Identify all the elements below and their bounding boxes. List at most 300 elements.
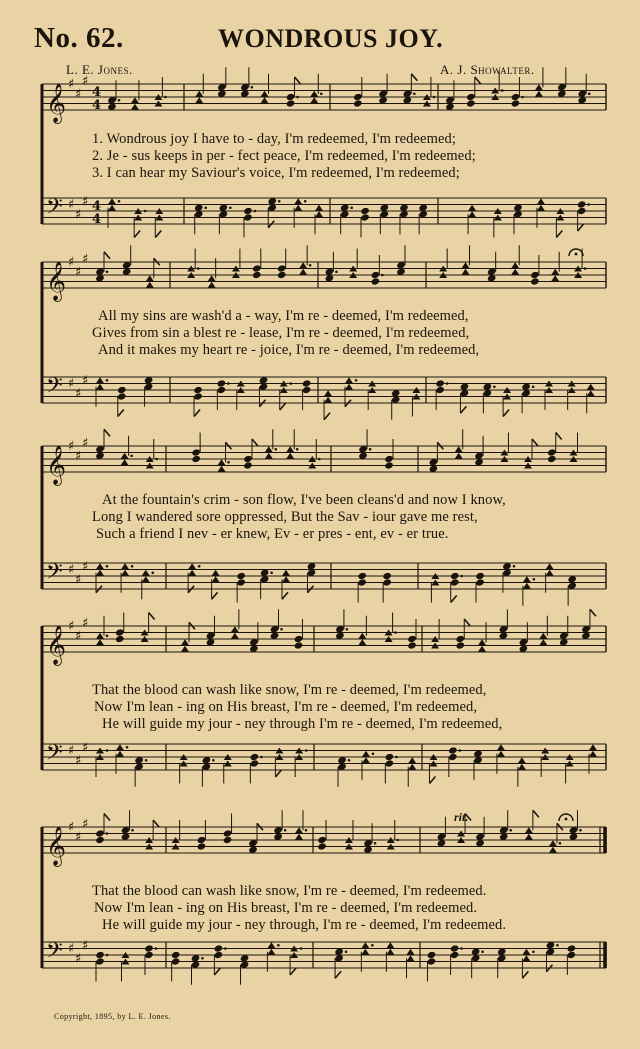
lyric-line: That the blood can wash like snow, I'm re - deemed, I'm redeemed, xyxy=(92,682,487,698)
note-dot xyxy=(296,96,299,99)
note-dot xyxy=(413,92,416,95)
note-head xyxy=(497,751,505,757)
note-head xyxy=(181,646,189,652)
time-signature: 4 xyxy=(92,85,102,100)
note-head xyxy=(195,97,203,103)
note-head xyxy=(525,827,533,833)
note-dot xyxy=(395,756,398,759)
note-dot xyxy=(318,458,321,461)
note-dot xyxy=(106,749,109,752)
note-head xyxy=(121,453,129,459)
note-head xyxy=(96,570,104,576)
note-head xyxy=(385,753,395,761)
note-head xyxy=(511,99,521,107)
note-head xyxy=(218,459,226,465)
lyric-line: 2. Je - sus keeps in per - fect peace, I'm redeemed, I'm redeemed; xyxy=(92,148,476,164)
note-head xyxy=(243,461,253,469)
note-dot xyxy=(296,448,299,451)
note-flag xyxy=(290,968,296,975)
note-head xyxy=(208,275,216,281)
sharp-icon: ♯ xyxy=(75,628,82,644)
note-dot xyxy=(300,947,303,950)
note-head xyxy=(324,397,332,403)
note-head xyxy=(535,91,543,97)
note-head xyxy=(295,834,303,840)
treble-clef-icon: 𝄞 xyxy=(46,83,67,123)
lyric-line: At the fountain's crim - son flow, I've been cleans'd and now I know, xyxy=(102,492,506,508)
note-head xyxy=(518,764,526,770)
note-head xyxy=(475,578,485,586)
note-head xyxy=(535,84,543,90)
note-head xyxy=(371,277,381,285)
note-head xyxy=(231,626,239,632)
note-head xyxy=(455,453,463,459)
note-head xyxy=(407,641,417,649)
note-head xyxy=(345,377,353,383)
note-head xyxy=(385,759,395,767)
lyric-line: Now I'm lean - ing on His breast, I'm re - deemed, I'm redeemed. xyxy=(94,900,478,916)
bass-clef-icon: 𝄢 xyxy=(46,194,63,225)
note-flag xyxy=(475,77,481,84)
note-head xyxy=(587,384,595,390)
sharp-icon: ♯ xyxy=(68,255,75,270)
note-head xyxy=(286,93,296,101)
time-signature: 4 xyxy=(92,98,102,113)
note-head xyxy=(357,572,367,580)
note-head xyxy=(243,207,253,215)
note-head xyxy=(523,583,531,589)
note-head xyxy=(217,386,227,394)
sharp-icon: ♯ xyxy=(75,86,82,102)
note-head xyxy=(317,836,327,844)
note-head xyxy=(547,455,557,463)
note-dot xyxy=(587,203,590,206)
time-signature: 4 xyxy=(92,199,102,214)
note-dot xyxy=(212,759,215,762)
sharp-icon: ♯ xyxy=(82,373,89,389)
sharp-icon: ♯ xyxy=(75,829,82,845)
note-head xyxy=(223,829,233,837)
note-dot xyxy=(394,631,397,634)
sharp-icon: ♯ xyxy=(82,938,89,954)
note-flag xyxy=(556,433,562,440)
note-head xyxy=(357,578,367,586)
note-dot xyxy=(106,270,109,273)
note-flag xyxy=(335,971,341,978)
note-head xyxy=(450,944,460,952)
note-dot xyxy=(355,379,358,382)
note-head xyxy=(353,93,363,101)
note-head xyxy=(299,262,307,268)
note-head xyxy=(551,269,559,275)
note-head xyxy=(295,827,303,833)
note-head xyxy=(299,269,307,275)
note-head xyxy=(549,840,557,846)
note-head xyxy=(546,563,554,569)
note-flag xyxy=(324,413,330,420)
note-head xyxy=(146,275,154,281)
note-dot xyxy=(309,264,312,267)
note-head xyxy=(358,639,366,645)
note-head xyxy=(546,570,554,576)
note-head xyxy=(250,759,260,767)
note-head xyxy=(450,951,460,959)
sharp-icon: ♯ xyxy=(75,386,82,402)
note-head xyxy=(360,207,370,215)
note-head xyxy=(361,942,369,948)
note-flag xyxy=(451,596,457,603)
note-head xyxy=(193,392,203,400)
ritardando-mark: rit. xyxy=(454,810,469,824)
note-head xyxy=(408,757,416,763)
note-head xyxy=(382,572,392,580)
note-dot xyxy=(227,382,230,385)
lyricist-credit: L. E. Jones. xyxy=(66,62,133,77)
note-head xyxy=(589,751,597,757)
note-flag xyxy=(214,968,220,975)
note-dot xyxy=(481,950,484,953)
note-head xyxy=(108,198,116,204)
note-head xyxy=(478,646,486,652)
note-head xyxy=(212,576,220,582)
note-head xyxy=(95,829,105,837)
note-dot xyxy=(335,270,338,273)
note-head xyxy=(181,639,189,645)
note-head xyxy=(427,957,437,965)
note-dot xyxy=(229,206,232,209)
note-head xyxy=(362,757,370,763)
note-dot xyxy=(130,454,133,457)
note-dot xyxy=(381,274,384,277)
note-head xyxy=(131,104,139,110)
note-dot xyxy=(556,944,559,947)
note-head xyxy=(252,264,262,272)
note-head xyxy=(95,957,105,965)
note-dot xyxy=(198,565,201,568)
note-head xyxy=(384,461,394,469)
note-dot xyxy=(369,448,372,451)
note-dot xyxy=(201,957,204,960)
note-head xyxy=(121,570,129,576)
note-head xyxy=(427,951,437,959)
sharp-icon: ♯ xyxy=(82,435,89,451)
note-dot xyxy=(374,842,377,845)
note-head xyxy=(195,91,203,97)
note-head xyxy=(286,99,296,107)
note-head xyxy=(384,455,394,463)
note-flag xyxy=(556,231,562,238)
note-head xyxy=(511,262,519,268)
note-dot xyxy=(460,575,463,578)
note-head xyxy=(231,633,239,639)
note-flag xyxy=(282,592,288,599)
note-dot xyxy=(320,92,323,95)
note-head xyxy=(462,262,470,268)
note-dot xyxy=(155,947,158,950)
note-head xyxy=(294,641,304,649)
note-dot xyxy=(227,461,230,464)
treble-clef-icon: 𝄞 xyxy=(46,826,67,866)
note-head xyxy=(144,951,154,959)
sharp-icon: ♯ xyxy=(82,559,89,575)
note-dot xyxy=(145,759,148,762)
note-dot xyxy=(460,947,463,950)
note-head xyxy=(171,957,181,965)
note-head xyxy=(197,842,207,850)
note-head xyxy=(188,570,196,576)
note-head xyxy=(261,91,269,97)
note-dot xyxy=(579,829,582,832)
note-head xyxy=(117,392,127,400)
note-head xyxy=(277,264,287,272)
note-head xyxy=(116,751,124,757)
copyright-notice: Copyright, 1895, by L. E. Jones. xyxy=(54,1012,171,1021)
note-head xyxy=(191,455,201,463)
lyric-line: He will guide my jour - ney through I'm re - deemed, I'm redeemed, xyxy=(102,716,503,732)
note-head xyxy=(282,576,290,582)
note-head xyxy=(547,448,557,456)
note-head xyxy=(577,207,587,215)
note-head xyxy=(116,744,124,750)
note-head xyxy=(408,764,416,770)
note-head xyxy=(468,211,476,217)
bass-clef-icon: 𝄢 xyxy=(46,559,63,590)
note-dot xyxy=(532,950,535,953)
note-head xyxy=(371,271,381,279)
note-head xyxy=(522,949,530,955)
note-flag xyxy=(503,410,509,417)
lyric-line: That the blood can wash like snow, I'm re - deemed, I'm redeemed. xyxy=(92,883,487,899)
sharp-icon: ♯ xyxy=(75,264,82,280)
note-head xyxy=(142,570,150,576)
note-dot xyxy=(533,578,536,581)
note-dot xyxy=(278,200,281,203)
treble-clef-icon: 𝄞 xyxy=(46,261,67,301)
note-head xyxy=(261,97,269,103)
note-flag xyxy=(212,592,218,599)
note-head xyxy=(518,757,526,763)
note-head xyxy=(236,572,246,580)
note-head xyxy=(466,93,476,101)
note-head xyxy=(567,944,577,952)
note-head xyxy=(511,93,521,101)
note-head xyxy=(539,639,547,645)
note-head xyxy=(448,746,458,754)
note-dot xyxy=(289,382,292,385)
note-head xyxy=(96,377,104,383)
note-dot xyxy=(513,565,516,568)
composer-credit: A. J. Showalter. xyxy=(440,62,535,77)
note-flag xyxy=(104,429,110,436)
sharp-icon: ♯ xyxy=(68,562,75,578)
note-head xyxy=(448,753,458,761)
sharp-icon: ♯ xyxy=(82,251,89,267)
note-head xyxy=(587,390,595,396)
note-head xyxy=(450,578,460,586)
sharp-icon: ♯ xyxy=(68,439,75,454)
note-head xyxy=(302,379,312,387)
note-dot xyxy=(521,96,524,99)
note-dot xyxy=(584,267,587,270)
note-head xyxy=(131,97,139,103)
note-flag xyxy=(155,231,161,238)
note-flag xyxy=(118,410,124,417)
note-dot xyxy=(155,458,158,461)
note-dot xyxy=(588,92,591,95)
sharp-icon: ♯ xyxy=(68,743,75,759)
note-head xyxy=(537,205,545,211)
note-head xyxy=(208,282,216,288)
note-head xyxy=(96,639,104,645)
note-head xyxy=(407,635,417,643)
sharp-icon: ♯ xyxy=(75,951,82,967)
note-dot xyxy=(501,89,504,92)
note-dot xyxy=(277,944,280,947)
note-flag xyxy=(522,971,528,978)
sharp-icon: ♯ xyxy=(68,941,75,957)
note-head xyxy=(265,446,273,452)
note-dot xyxy=(260,756,263,759)
note-dot xyxy=(396,839,399,842)
note-head xyxy=(475,572,485,580)
note-head xyxy=(121,563,129,569)
note-head xyxy=(450,572,460,580)
note-head xyxy=(577,200,587,208)
note-head xyxy=(294,635,304,643)
note-dot xyxy=(446,382,449,385)
lyric-line: Long I wandered sore oppressed, But the Sav - iour gave me rest, xyxy=(92,509,478,525)
note-head xyxy=(250,753,260,761)
lyric-line: He will guide my jour - ney through, I'm re - deemed, I'm redeemed. xyxy=(102,917,507,933)
note-flag xyxy=(194,410,200,417)
note-head xyxy=(218,466,226,472)
note-dot xyxy=(144,210,147,213)
note-dot xyxy=(346,628,349,631)
fermata-icon xyxy=(575,253,578,256)
note-dot xyxy=(106,565,109,568)
note-head xyxy=(537,198,545,204)
note-head xyxy=(435,386,445,394)
sharp-icon: ♯ xyxy=(82,816,89,832)
note-dot xyxy=(280,628,283,631)
note-head xyxy=(277,271,287,279)
lyric-line: Such a friend I nev - er knew, Ev - er pres - ent, ev - er true. xyxy=(96,526,449,542)
note-head xyxy=(315,211,323,217)
sharp-icon: ♯ xyxy=(82,73,89,89)
lyric-line: 3. I can hear my Saviour's voice, I'm redeemed, I'm redeemed; xyxy=(92,165,460,181)
sharp-icon: ♯ xyxy=(75,572,82,588)
note-head xyxy=(530,271,540,279)
note-flag xyxy=(464,619,470,626)
note-flag xyxy=(134,231,140,238)
note-dot xyxy=(204,206,207,209)
note-dot xyxy=(126,746,129,749)
note-head xyxy=(407,949,415,955)
note-head xyxy=(345,384,353,390)
note-head xyxy=(362,751,370,757)
note-head xyxy=(497,744,505,750)
bass-clef-icon: 𝄢 xyxy=(46,938,63,969)
note-head xyxy=(95,951,105,959)
note-head xyxy=(142,576,150,582)
note-head xyxy=(121,459,129,465)
note-dot xyxy=(532,385,535,388)
note-head xyxy=(466,99,476,107)
sharp-icon: ♯ xyxy=(68,619,75,634)
note-head xyxy=(360,213,370,221)
sharp-icon: ♯ xyxy=(68,197,75,213)
note-flag xyxy=(104,252,110,259)
note-head xyxy=(455,635,465,643)
lyric-line: Now I'm lean - ing on His breast, I'm re - deemed, I'm redeemed, xyxy=(94,699,478,715)
lyric-line: All my sins are wash'd a - way, I'm re - deemed, I'm redeemed, xyxy=(98,308,469,324)
note-dot xyxy=(106,379,109,382)
sharp-icon: ♯ xyxy=(82,740,89,756)
note-flag xyxy=(252,439,258,446)
note-dot xyxy=(251,86,254,89)
note-head xyxy=(115,635,125,643)
note-head xyxy=(522,955,530,961)
note-dot xyxy=(305,749,308,752)
fermata-icon xyxy=(565,818,568,821)
note-head xyxy=(286,446,294,452)
bass-clef-icon: 𝄢 xyxy=(46,740,63,771)
note-dot xyxy=(509,829,512,832)
note-head xyxy=(95,836,105,844)
note-dot xyxy=(106,832,109,835)
lyric-line: Gives from sin a blest re - lease, I'm re - deemed, I'm redeemed, xyxy=(92,325,470,341)
note-flag xyxy=(104,814,110,821)
note-head xyxy=(511,269,519,275)
note-dot xyxy=(118,99,121,102)
note-flag xyxy=(429,777,435,784)
note-head xyxy=(197,836,207,844)
treble-clef-icon: 𝄞 xyxy=(46,625,67,665)
bass-clef-icon: 𝄢 xyxy=(46,373,63,404)
note-flag xyxy=(460,406,466,413)
note-head xyxy=(294,198,302,204)
note-head xyxy=(212,570,220,576)
note-head xyxy=(315,205,323,211)
note-head xyxy=(525,834,533,840)
note-head xyxy=(96,384,104,390)
note-dot xyxy=(164,96,167,99)
note-head xyxy=(523,576,531,582)
note-head xyxy=(193,386,203,394)
note-dot xyxy=(345,950,348,953)
note-flag xyxy=(532,439,538,446)
note-dot xyxy=(304,200,307,203)
note-head xyxy=(478,639,486,645)
note-head xyxy=(243,213,253,221)
note-head xyxy=(214,951,224,959)
note-head xyxy=(267,942,275,948)
note-dot xyxy=(305,829,308,832)
note-head xyxy=(236,578,246,586)
note-head xyxy=(223,836,233,844)
note-dot xyxy=(493,385,496,388)
note-head xyxy=(353,99,363,107)
note-dot xyxy=(348,759,351,762)
note-head xyxy=(265,453,273,459)
note-head xyxy=(386,942,394,948)
note-head xyxy=(286,453,294,459)
sharp-icon: ♯ xyxy=(82,194,89,210)
note-head xyxy=(191,448,201,456)
note-head xyxy=(317,842,327,850)
sharp-icon: ♯ xyxy=(75,753,82,769)
note-head xyxy=(567,951,577,959)
